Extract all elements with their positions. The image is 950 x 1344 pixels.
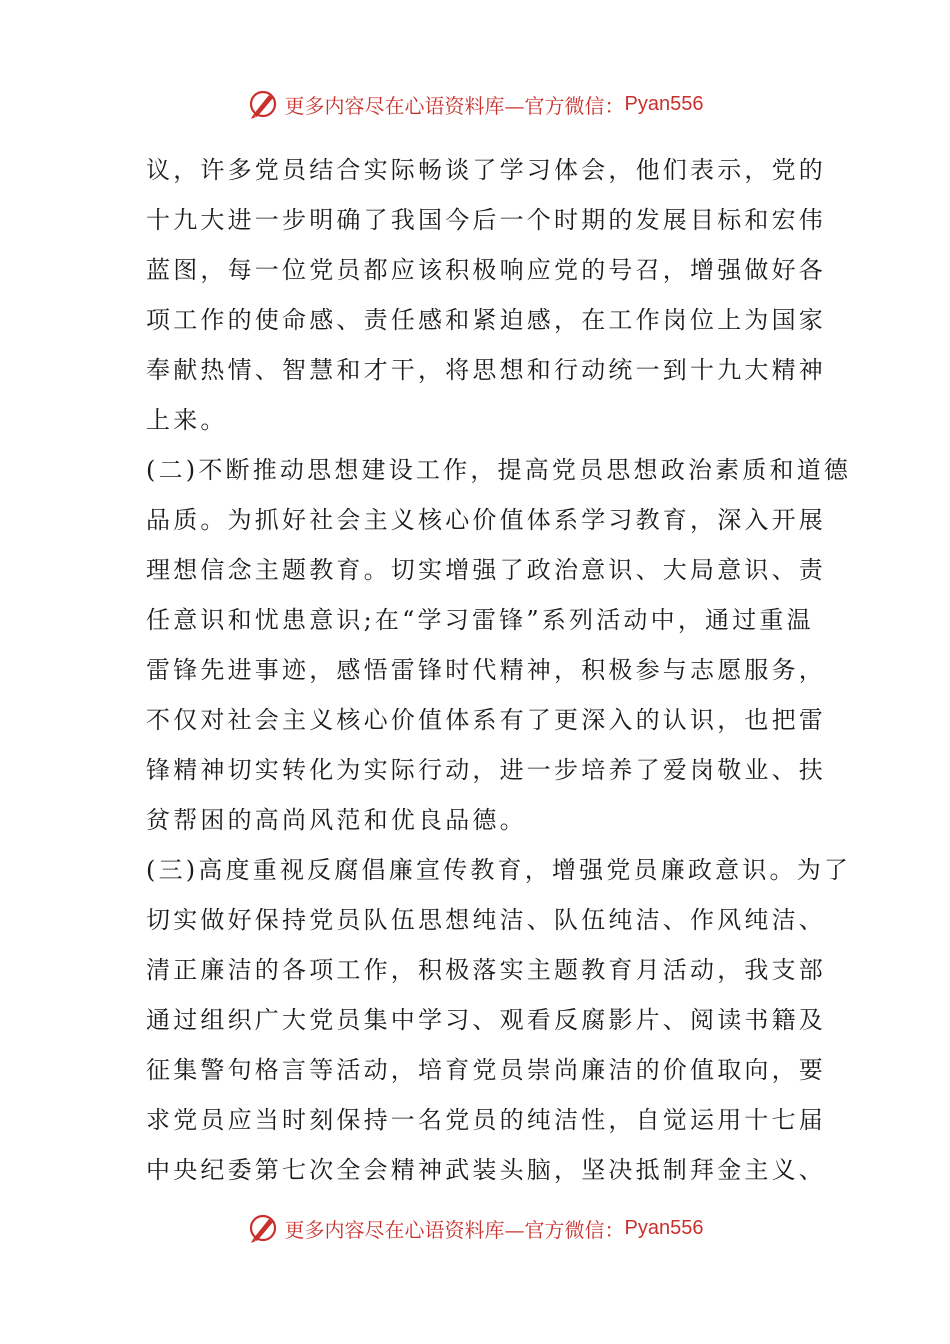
header-wechat-id: Pyan556 xyxy=(624,92,704,115)
text-line: 雷锋先进事迹，感悟雷锋时代精神，积极参与志愿服务， xyxy=(146,656,826,684)
text-line: 求党员应当时刻保持一名党员的纯洁性，自觉运用十七届 xyxy=(146,1106,826,1134)
text-line: 通过组织广大党员集中学习、观看反腐影片、阅读书籍及 xyxy=(146,1006,826,1034)
text-line: 蓝图，每一位党员都应该积极响应党的号召，增强做好各 xyxy=(146,256,826,284)
text-line: 征集警句格言等活动，培育党员崇尚廉洁的价值取向，要 xyxy=(146,1056,826,1084)
pen-circle-icon xyxy=(247,1212,279,1244)
footer-banner-text: 更多内容尽在心语资料库—官方微信： xyxy=(284,1217,625,1242)
text-line: 品质。为抓好社会主义核心价值体系学习教育，深入开展 xyxy=(146,506,826,534)
text-line: 锋精神切实转化为实际行动，进一步培养了爱岗敬业、扶 xyxy=(146,756,826,784)
text-line: 清正廉洁的各项工作，积极落实主题教育月活动，我支部 xyxy=(146,956,826,984)
text-line: 项工作的使命感、责任感和紧迫感，在工作岗位上为国家 xyxy=(146,306,826,334)
text-line: 贫帮困的高尚风范和优良品德。 xyxy=(146,806,527,834)
footer-wechat-id: Pyan556 xyxy=(624,1216,704,1239)
header-banner-text: 更多内容尽在心语资料库—官方微信： xyxy=(284,93,625,118)
text-line: (二)不断推动思想建设工作，提高党员思想政治素质和道德 xyxy=(146,456,852,484)
footer-banner xyxy=(0,1208,950,1248)
text-line: 议，许多党员结合实际畅谈了学习体会，他们表示，党的 xyxy=(146,156,826,184)
text-line: 十九大进一步明确了我国今后一个时期的发展目标和宏伟 xyxy=(146,206,826,234)
pen-circle-icon xyxy=(247,88,279,120)
text-line: 奉献热情、智慧和才干，将思想和行动统一到十九大精神 xyxy=(146,356,826,384)
text-line: 上来。 xyxy=(146,406,228,434)
text-line: (三)高度重视反腐倡廉宣传教育，增强党员廉政意识。为了 xyxy=(146,856,852,884)
text-line: 不仅对社会主义核心价值体系有了更深入的认识，也把雷 xyxy=(146,706,826,734)
header-banner xyxy=(0,84,950,124)
text-line: 中央纪委第七次全会精神武装头脑，坚决抵制拜金主义、 xyxy=(146,1156,826,1184)
text-line: 任意识和忧患意识;在“学习雷锋”系列活动中，通过重温 xyxy=(146,606,814,634)
document-body xyxy=(146,145,852,1195)
text-line: 切实做好保持党员队伍思想纯洁、队伍纯洁、作风纯洁、 xyxy=(146,906,826,934)
text-line: 理想信念主题教育。切实增强了政治意识、大局意识、责 xyxy=(146,556,826,584)
